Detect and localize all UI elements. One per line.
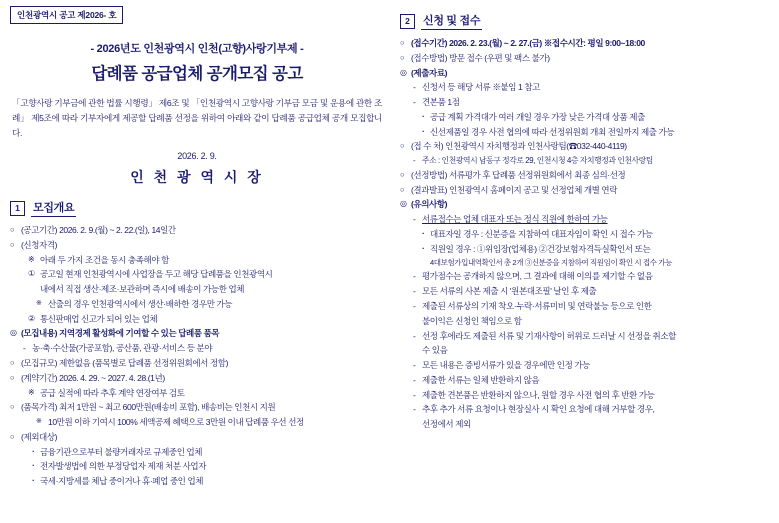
list-item: - 제출된 서류상의 기재 착오·누락·서류미비 및 연락불능 등으로 인한 <box>400 300 769 314</box>
section-number: 2 <box>400 14 415 29</box>
list-item: · 공급 계획 가격대가 여러 개일 경우 가장 낮은 가격대 상품 제출 <box>400 111 769 125</box>
list-item: ○ (접 수 처) 인천광역시 자치행정과 인천사랑팀(☎032-440-4119) <box>400 140 769 154</box>
list-item: ◎ (제출자료) <box>400 67 769 81</box>
intro-paragraph: 「고향사랑 기부금에 관한 법률 시행령」 제6조 및 「인천광역시 고향사랑 기부금 모금 및 운용에 관한 조례」 제5조에 따라 기부자에게 제공할 답례품 선정을 위하여 아래와 같이 답례품 공급업체 공개 모집합니다. <box>12 98 382 139</box>
list-item: ※ 아래 두 가지 조건을 동시 충족해야 함 <box>10 254 384 268</box>
document-subtitle: - 2026년도 인천광역시 인천(고향)사랑기부제 - <box>90 43 304 55</box>
list-item: ○ (신청자격) <box>10 239 384 253</box>
list-item: ※ 10만원 이하 기여시 100% 세액공제 혜택으로 3만원 이내 답례품 우선 선정 <box>10 416 384 430</box>
list-item: - 모든 내용은 증빙서류가 있을 경우에만 인정 가능 <box>400 359 769 373</box>
notice-number: 인천광역시 공고 제2026- 호 <box>10 6 123 24</box>
list-item: - 제출한 견본품은 반환하지 않으나, 원할 경우 사전 협의 후 반환 가능 <box>400 389 769 403</box>
list-item: ◎ (유의사항) <box>400 198 769 212</box>
list-item: - 주소 : 인천광역시 남동구 정각로 29, 인천시청 4층 자치행정과 인천사랑팀 <box>400 155 769 168</box>
issuing-authority: 인 천 광 역 시 장 <box>130 169 264 186</box>
list-item: 선정에서 제외 <box>422 419 471 430</box>
list-item: - 견본품 1점 <box>400 96 769 110</box>
list-item: · 전자발생법에 의한 부정당업자 제재 처분 사업자 <box>10 460 384 474</box>
list-item: ① 공고일 현재 인천광역시에 사업장을 두고 해당 답례품을 인천광역시 <box>10 268 384 282</box>
list-item: - 선정 후에라도 제출된 서류 및 기재사항이 허위로 드러날 시 선정을 취소할 <box>400 330 769 344</box>
list-item: ② 통신판매업 신고가 되어 있는 업체 <box>10 313 384 327</box>
list-item: ※ 공급 실적에 따라 추후 계약 연장여부 검토 <box>10 387 384 401</box>
list-item: ○ (접수기간) 2026. 2. 23.(월) ~ 2. 27.(금) ※접수시간: 평일 9:00~18:00 <box>400 37 769 51</box>
list-item: 불이익은 신청인 책임으로 함 <box>422 315 522 326</box>
list-item: - 추후 추가 서류 요청이나 현장실사 시 확인 요청에 대해 거부할 경우, <box>400 403 769 417</box>
list-item: · 신선제품일 경우 사전 협의에 따라 선정위원회 개최 전일까지 제출 가능 <box>400 126 769 140</box>
section-title: 신청 및 접수 <box>421 12 482 30</box>
section-1-list <box>10 224 384 489</box>
list-item: ○ (모집규모) 제한없음 (품목별로 답례품 선정위원회에서 정함) <box>10 357 384 371</box>
list-item: - 농·축·수산물(가공포함), 공산품, 관광·서비스 등 분야 <box>10 342 384 356</box>
list-item: ◎ (모집내용) 지역경제 활성화에 기여할 수 있는 답례품 품목 <box>10 327 384 341</box>
section-title: 모집개요 <box>31 199 76 217</box>
list-item: ○ (계약기간) 2026. 4. 29. ~ 2027. 4. 28.(1년) <box>10 372 384 386</box>
list-item: · 직원일 경우 : ①위임장(업체용) ②건강보험자격득실확인서 또는 <box>400 243 769 257</box>
list-item: - 서류접수는 업체 대표자 또는 정식 직원에 한하여 가능 <box>400 213 769 227</box>
section-header-2 <box>400 12 769 30</box>
list-item: ○ (공고기간) 2026. 2. 9.(월) ~ 2. 22.(일), 14일간 <box>10 224 384 238</box>
right-column <box>392 0 779 433</box>
list-item: · 대표자일 경우 : 신분증을 지참하여 대표자임이 확인 시 접수 가능 <box>400 228 769 242</box>
list-item: ○ (접수방법) 방문 접수 (우편 및 팩스 불가) <box>400 52 769 66</box>
left-column <box>0 0 392 490</box>
list-item: - 신청서 등 해당 서류 ※붙임 1 참고 <box>400 81 769 95</box>
list-item: ○ (품목가격) 최저 1만원 ~ 최고 600만원(배송비 포함), 배송비는 인천시 지원 <box>10 401 384 415</box>
list-item: ○ (제외대상) <box>10 431 384 445</box>
section-2-list <box>400 37 769 432</box>
list-item: - 제출한 서류는 일체 반환하지 않음 <box>400 374 769 388</box>
list-item: · 금융기관으로부터 불량거래자로 규제중인 업체 <box>10 446 384 460</box>
list-item: ○ (결과발표) 인천광역시 홈페이지 공고 및 선정업체 개별 연락 <box>400 184 769 198</box>
issue-date: 2026. 2. 9. <box>177 151 217 162</box>
list-item: - 모든 서류의 사본 제출 시 '원본대조필' 날인 후 제출 <box>400 285 769 299</box>
list-item: 내에서 직접 생산·제조·보관하며 즉시에 배송이 가능한 업체 <box>40 284 245 295</box>
list-item: · 국세·지방세를 체납 중이거나 휴·폐업 중인 업체 <box>10 475 384 489</box>
list-item: ※ 산출의 경우 인천광역시에서 생산·배하한 경우만 가능 <box>10 298 384 312</box>
document-title: 답례품 공급업체 공개모집 공고 <box>91 65 303 83</box>
list-item: 수 있음 <box>422 345 448 356</box>
list-item: ○ (선정방법) 서류평가 후 답례품 선정위원회에서 최종 심의·선정 <box>400 169 769 183</box>
section-number: 1 <box>10 201 25 216</box>
list-item: - 평가점수는 공개하지 않으며, 그 결과에 대해 이의를 제기할 수 없음 <box>400 270 769 284</box>
list-item: 4대보험가입내역확인서 총 2개 ③신분증을 지참하여 직원임이 확인 시 접수 가능 <box>430 258 672 268</box>
section-header-1 <box>10 199 384 217</box>
